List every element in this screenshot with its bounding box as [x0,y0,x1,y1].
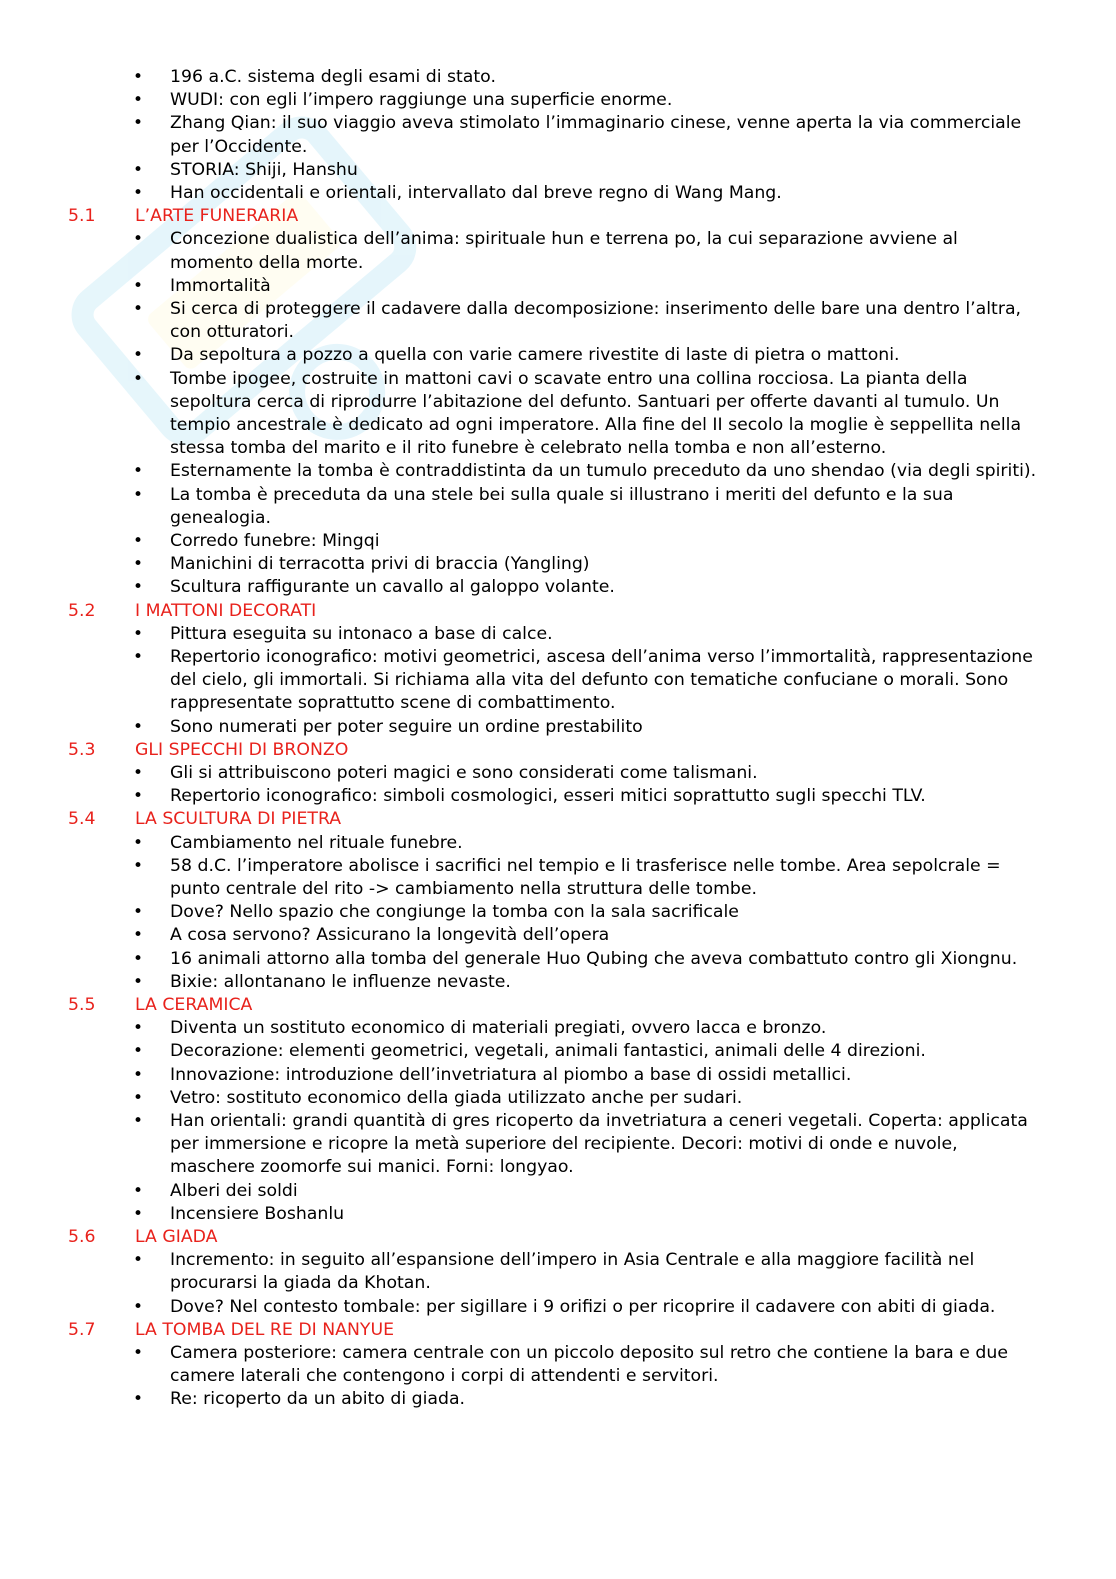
section-number: 5.2 [68,600,96,621]
section-list [0,623,1116,739]
section-title: I MATTONI DECORATI [135,600,317,621]
list-item: • Si cerca di proteggere il cadavere dalla decomposizione: inserimento delle bare una dentro l’altra, con otturatori. [0,298,1116,344]
section-list [0,762,1116,808]
list-item: • A cosa servono? Assicurano la longevità dell’opera [0,924,1116,947]
list-item: • 16 animali attorno alla tomba del generale Huo Qubing che aveva combattuto contro gli Xiongnu. [0,948,1116,971]
list-item: • Diventa un sostituto economico di materiali pregiati, ovvero lacca e bronzo. [0,1017,1116,1040]
section-heading [0,1226,1116,1249]
section-number: 5.5 [68,995,96,1016]
list-item: • Decorazione: elementi geometrici, vegetali, animali fantastici, animali delle 4 direzioni. [0,1040,1116,1063]
section-list [0,228,1116,599]
list-item: • Innovazione: introduzione dell’invetriatura al piombo a base di ossidi metallici. [0,1064,1116,1087]
sections-container [0,205,1116,1411]
list-item: • 196 a.C. sistema degli esami di stato. [0,66,1116,89]
list-item: • Han occidentali e orientali, intervallato dal breve regno di Wang Mang. [0,182,1116,205]
list-item: • 58 d.C. l’imperatore abolisce i sacrifici nel tempio e li trasferisce nelle tombe. Area sepolcrale = punto centrale del rito -> cambiamento nella struttura delle tombe. [0,855,1116,901]
list-item: • Incensiere Boshanlu [0,1203,1116,1226]
list-item: • Cambiamento nel rituale funebre. [0,832,1116,855]
section-list [0,1342,1116,1412]
list-item: • Corredo funebre: Mingqi [0,530,1116,553]
list-item: • Immortalità [0,275,1116,298]
list-item: • Dove? Nel contesto tombale: per sigillare i 9 orifizi o per ricoprire il cadavere con abiti di giada. [0,1296,1116,1319]
list-item: • Concezione dualistica dell’anima: spirituale hun e terrena po, la cui separazione avviene al momento della morte. [0,228,1116,274]
list-item: • Pittura eseguita su intonaco a base di calce. [0,623,1116,646]
list-item: • La tomba è preceduta da una stele bei sulla quale si illustrano i meriti del defunto e la sua genealogia. [0,484,1116,530]
section-heading [0,739,1116,762]
list-item: • WUDI: con egli l’impero raggiunge una superficie enorme. [0,89,1116,112]
section-heading [0,600,1116,623]
list-item: • Camera posteriore: camera centrale con un piccolo deposito sul retro che contiene la bara e due camere laterali che contengono i corpi di attendenti e servitori. [0,1342,1116,1388]
list-item: • Vetro: sostituto economico della giada utilizzato anche per sudari. [0,1087,1116,1110]
list-item: • Tombe ipogee, costruite in mattoni cavi o scavate entro una collina rocciosa. La pianta della sepoltura cerca di riprodurre l’abitazione del defunto. Santuari per offerte davanti al tumulo. Un tempio ancestrale è dedicato ad ogni imperatore. Alla fine del II secolo la moglie è seppellita nella stessa tomba del marito e il rito funebre è celebrato nella tomba e non all’esterno. [0,368,1116,461]
section-title: LA TOMBA DEL RE DI NANYUE [135,1319,395,1340]
list-item: • Incremento: in seguito all’espansione dell’impero in Asia Centrale e alla maggiore facilità nel procurarsi la giada da Khotan. [0,1249,1116,1295]
section-title: GLI SPECCHI DI BRONZO [135,739,349,760]
section-heading [0,1319,1116,1342]
section-heading [0,205,1116,228]
section-title: LA GIADA [135,1227,218,1248]
intro-list [0,66,1116,205]
section-number: 5.6 [68,1227,96,1248]
list-item: • Repertorio iconografico: motivi geometrici, ascesa dell’anima verso l’immortalità, rappresentazione del cielo, gli immortali. Si richiama alla vita del defunto con tematiche confuciane o morali. Sono rappresentate soprattutto scene di combattimento. [0,646,1116,716]
section-number: 5.7 [68,1319,96,1340]
section-number: 5.3 [68,739,96,760]
list-item: • Da sepoltura a pozzo a quella con varie camere rivestite di laste di pietra o mattoni. [0,344,1116,367]
list-item: • Han orientali: grandi quantità di gres ricoperto da invetriatura a ceneri vegetali. Coperta: applicata per immersione e ricopre la metà superiore del recipiente. Decori: motivi di onde e nuvole, maschere zoomorfe sui manici. Forni: longyao. [0,1110,1116,1180]
list-item: • Bixie: allontanano le influenze nevaste. [0,971,1116,994]
list-item: • Zhang Qian: il suo viaggio aveva stimolato l’immaginario cinese, venne aperta la via commerciale per l’Occidente. [0,112,1116,158]
section-number: 5.1 [68,206,96,227]
section-title: LA SCULTURA DI PIETRA [135,809,342,830]
section-title: L’ARTE FUNERARIA [135,206,299,227]
list-item: • Sono numerati per poter seguire un ordine prestabilito [0,716,1116,739]
section-heading [0,994,1116,1017]
list-item: • Repertorio iconografico: simboli cosmologici, esseri mitici soprattutto sugli specchi TLV. [0,785,1116,808]
list-item: • Dove? Nello spazio che congiunge la tomba con la sala sacrificale [0,901,1116,924]
list-item: • Re: ricoperto da un abito di giada. [0,1388,1116,1411]
list-item: • Alberi dei soldi [0,1180,1116,1203]
section-list [0,832,1116,994]
section-title: LA CERAMICA [135,995,253,1016]
list-item: • STORIA: Shiji, Hanshu [0,159,1116,182]
document-page [0,66,1116,1412]
section-list [0,1249,1116,1319]
section-number: 5.4 [68,809,96,830]
list-item: • Esternamente la tomba è contraddistinta da un tumulo preceduto da uno shendao (via degli spiriti). [0,460,1116,483]
list-item: • Gli si attribuiscono poteri magici e sono considerati come talismani. [0,762,1116,785]
section-list [0,1017,1116,1226]
list-item: • Scultura raffigurante un cavallo al galoppo volante. [0,576,1116,599]
section-heading [0,808,1116,831]
list-item: • Manichini di terracotta privi di braccia (Yangling) [0,553,1116,576]
